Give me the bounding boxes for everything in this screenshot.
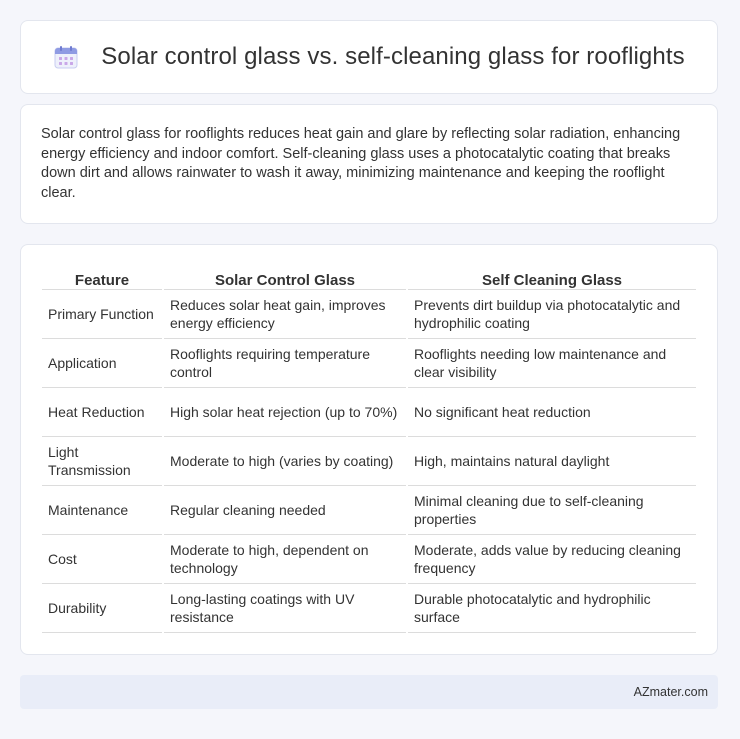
- feature-cell: Light Transmission: [42, 437, 162, 486]
- feature-cell: Application: [42, 339, 162, 388]
- header-feature: Feature: [42, 265, 162, 290]
- solar-control-cell: High solar heat rejection (up to 70%): [164, 388, 406, 437]
- page-title: Solar control glass vs. self-cleaning glass for rooflights: [101, 43, 685, 70]
- self-cleaning-cell: Rooflights needing low maintenance and clear visibility: [408, 339, 696, 388]
- table-row: [42, 584, 696, 633]
- self-cleaning-cell: No significant heat reduction: [408, 388, 696, 437]
- solar-control-cell: Reduces solar heat gain, improves energy efficiency: [164, 290, 406, 339]
- table-row: [42, 388, 696, 437]
- solar-control-cell: Long-lasting coatings with UV resistance: [164, 584, 406, 633]
- table-header-row: [42, 265, 696, 290]
- title-card: [20, 20, 718, 94]
- table-row: [42, 290, 696, 339]
- self-cleaning-cell: Durable photocatalytic and hydrophilic surface: [408, 584, 696, 633]
- summary-card: [20, 104, 718, 224]
- table-row: [42, 437, 696, 486]
- solar-control-cell: Rooflights requiring temperature control: [164, 339, 406, 388]
- self-cleaning-cell: Moderate, adds value by reducing cleaning frequency: [408, 535, 696, 584]
- self-cleaning-cell: Minimal cleaning due to self-cleaning properties: [408, 486, 696, 535]
- self-cleaning-cell: Prevents dirt buildup via photocatalytic and hydrophilic coating: [408, 290, 696, 339]
- solar-control-cell: Moderate to high, dependent on technology: [164, 535, 406, 584]
- table-row: [42, 535, 696, 584]
- calendar-icon: [53, 44, 79, 70]
- summary-text: Solar control glass for rooflights reduces heat gain and glare by reflecting solar radiation, enhancing energy efficiency and indoor comfort. Self-cleaning glass uses a photocatalytic coating that breaks down dirt and allows rainwater to wash it away, minimizing maintenance and keeping the rooflight clear.: [41, 126, 681, 201]
- feature-cell: Durability: [42, 584, 162, 633]
- comparison-table: [40, 265, 698, 633]
- header-solar-control-glass: Solar Control Glass: [164, 265, 406, 290]
- footer: [20, 675, 718, 709]
- header-self-cleaning-glass: Self Cleaning Glass: [408, 265, 696, 290]
- comparison-table-card: [20, 244, 718, 655]
- feature-cell: Primary Function: [42, 290, 162, 339]
- feature-cell: Maintenance: [42, 486, 162, 535]
- table-row: [42, 486, 696, 535]
- feature-cell: Cost: [42, 535, 162, 584]
- feature-cell: Heat Reduction: [42, 388, 162, 437]
- solar-control-cell: Moderate to high (varies by coating): [164, 437, 406, 486]
- self-cleaning-cell: High, maintains natural daylight: [408, 437, 696, 486]
- solar-control-cell: Regular cleaning needed: [164, 486, 406, 535]
- footer-brand: AZmater.com: [633, 685, 708, 699]
- table-row: [42, 339, 696, 388]
